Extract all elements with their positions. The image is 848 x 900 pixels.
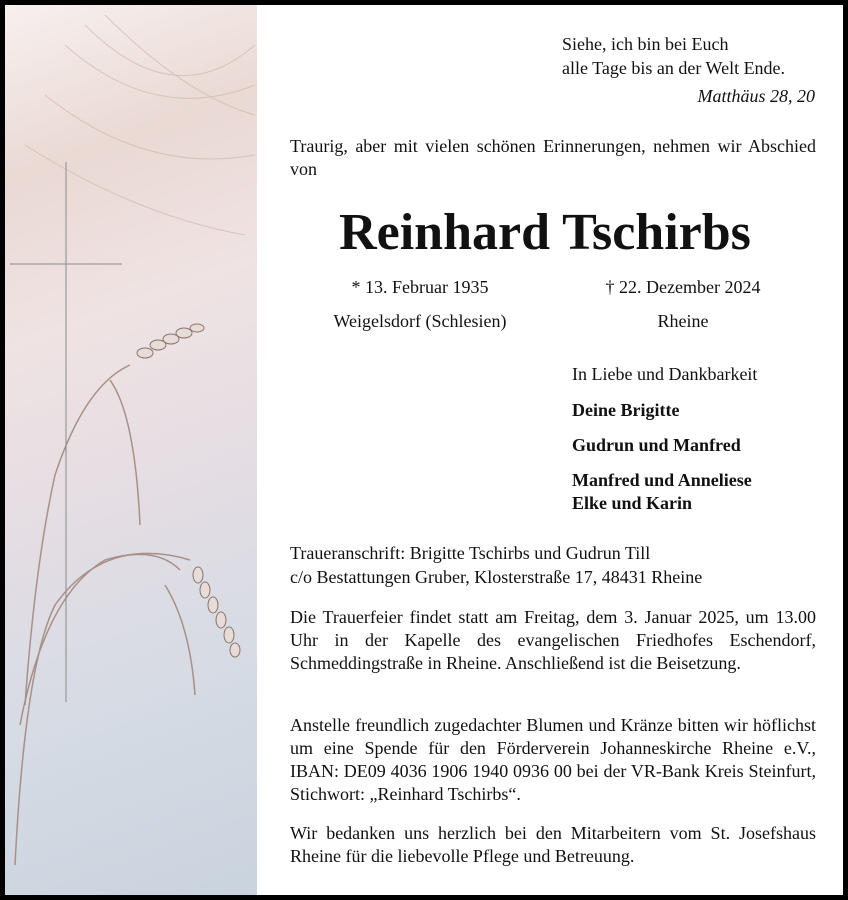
- wheat-illustration: [5, 5, 257, 895]
- thanks-paragraph: Wir bedanken uns herzlich bei den Mitarbeitern vom St. Josefshaus Rheine für die liebevolle Pflege und Betreuung.: [290, 823, 816, 866]
- intro-text: Traurig, aber mit vielen schönen Erinnerungen, nehmen wir Abschied von: [290, 136, 816, 179]
- birth-date: * 13. Februar 1935: [351, 277, 489, 297]
- address-line-1: Traueranschrift: Brigitte Tschirbs und Gudrun Till: [290, 543, 651, 563]
- birth-place: Weigelsdorf (Schlesien): [333, 311, 507, 331]
- quote-line-2: alle Tage bis an der Welt Ende.: [562, 58, 786, 78]
- quote-source: Matthäus 28, 20: [697, 86, 815, 106]
- deceased-name: Reinhard Tschirbs: [339, 204, 751, 261]
- wheat-cross-artwork: [5, 5, 257, 895]
- death-place: Rheine: [657, 311, 709, 331]
- ceremony-paragraph: Die Trauerfeier findet statt am Freitag, dem 3. Januar 2025, um 13.00 Uhr in der Kapelle des evangelischen Friedhofes Eschendorf, Schmeddingstraße in Rheine. Anschließend ist die Beisetzung.: [290, 607, 816, 673]
- mourner-name: Elke und Karin: [572, 493, 693, 513]
- death-date: † 22. Dezember 2024: [605, 277, 761, 297]
- donation-paragraph: Anstelle freundlich zugedachter Blumen und Kränze bitten wir höflichst um eine Spende für den Förderverein Johanneskirche Rheine e.V., IBAN: DE09 4036 1906 1940 0936 00 bei der VR-Bank Kreis Steinfurt, Stichwort: „Reinhard Tschirbs“.: [290, 715, 816, 804]
- mourner-name: Manfred und Anneliese: [572, 470, 752, 490]
- mourners-heading: In Liebe und Dankbarkeit: [572, 364, 758, 384]
- mourner-name: Gudrun und Manfred: [572, 435, 741, 455]
- quote-line-1: Siehe, ich bin bei Euch: [562, 34, 729, 54]
- mourner-name: Deine Brigitte: [572, 400, 680, 420]
- address-line-2: c/o Bestattungen Gruber, Klosterstraße 17, 48431 Rheine: [290, 567, 703, 587]
- cross-icon: [10, 162, 122, 702]
